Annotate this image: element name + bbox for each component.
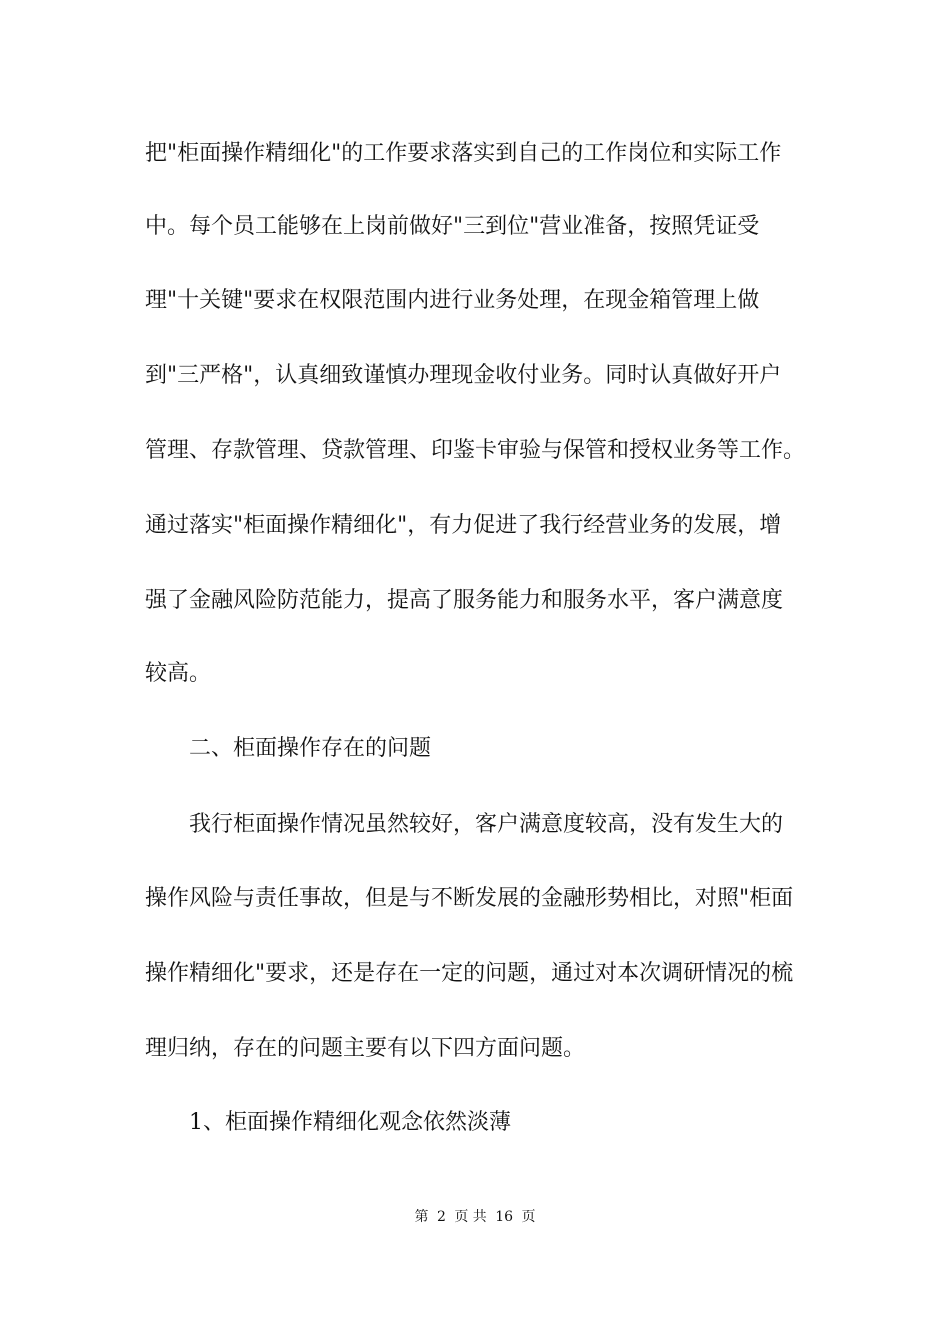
body-text-line: 到"三严格"，认真细致谨慎办理现金收付业务。同时认真做好开户 <box>145 363 782 388</box>
body-text-line: 管理、存款管理、贷款管理、印鉴卡审验与保管和授权业务等工作。 <box>145 438 806 463</box>
total-pages-number: 16 <box>495 1209 514 1225</box>
section-heading: 二、柜面操作存在的问题 <box>189 736 432 761</box>
body-text-line: 强了金融风险防范能力，提高了服务能力和服务水平，客户满意度 <box>145 588 784 613</box>
footer-prefix: 第 <box>414 1209 429 1225</box>
body-text-line: 较高。 <box>145 661 212 686</box>
body-text-line: 理"十关键"要求在权限范围内进行业务处理，在现金箱管理上做 <box>145 288 760 313</box>
body-text-line: 通过落实"柜面操作精细化"，有力促进了我行经营业务的发展，增 <box>145 513 782 538</box>
body-text-line: 中。每个员工能够在上岗前做好"三到位"营业准备，按照凭证受 <box>145 214 760 239</box>
footer-suffix: 页 <box>521 1209 536 1225</box>
body-text-line: 我行柜面操作情况虽然较好，客户满意度较高，没有发生大的 <box>189 812 784 837</box>
current-page-number: 2 <box>436 1209 446 1225</box>
body-text-line: 把"柜面操作精细化"的工作要求落实到自己的工作岗位和实际工作 <box>145 141 782 166</box>
body-text-line: 操作风险与责任事故，但是与不断发展的金融形势相比，对照"柜面 <box>145 886 794 911</box>
body-text-line: 理归纳，存在的问题主要有以下四方面问题。 <box>145 1036 586 1061</box>
subsection-heading: 1、柜面操作精细化观念依然淡薄 <box>189 1110 511 1135</box>
body-text-line: 操作精细化"要求，还是存在一定的问题，通过对本次调研情况的梳 <box>145 961 794 986</box>
page-number-footer <box>0 1207 950 1227</box>
footer-middle: 页 共 <box>454 1209 487 1225</box>
